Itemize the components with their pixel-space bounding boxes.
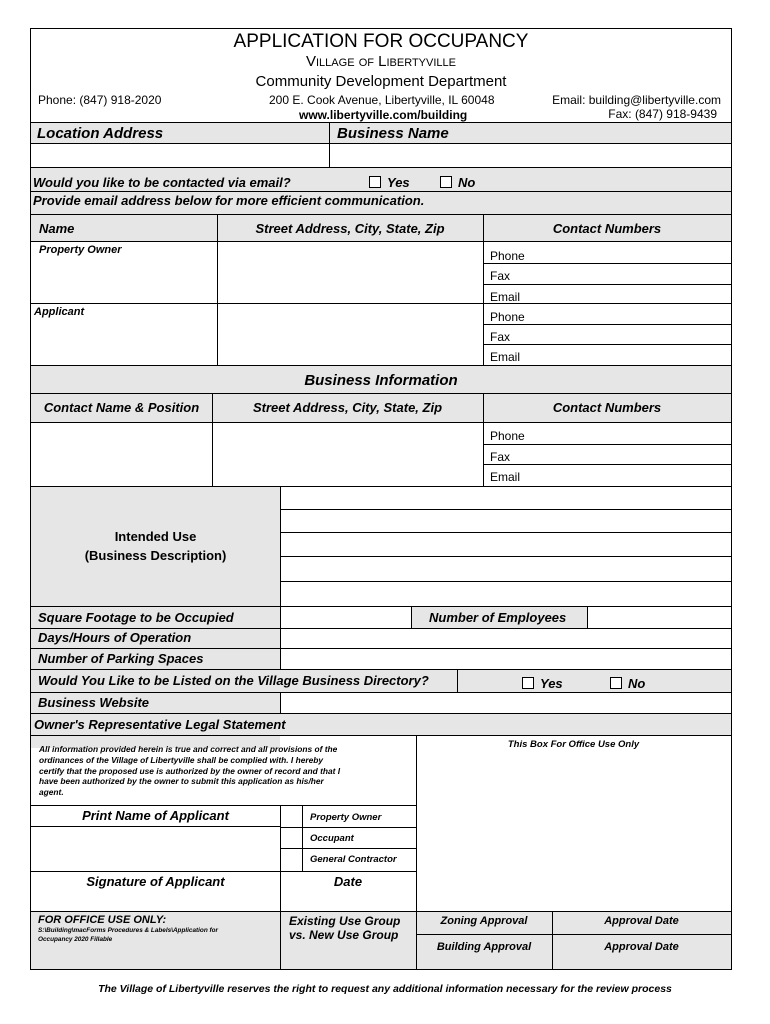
building-approval-label: Building Approval bbox=[436, 941, 532, 953]
print-name-field[interactable] bbox=[32, 827, 279, 870]
email-address: Email: building@libertyville.com bbox=[552, 93, 721, 107]
date-label: Date bbox=[333, 874, 363, 889]
office-use-title: FOR OFFICE USE ONLY: bbox=[38, 914, 167, 926]
business-col-address: Street Address, City, State, Zip bbox=[252, 400, 443, 415]
applicant-email-label: Email bbox=[490, 350, 521, 364]
owner-phone-label: Phone bbox=[490, 249, 525, 263]
zoning-approval-label: Zoning Approval bbox=[440, 915, 528, 927]
email-no-option[interactable] bbox=[440, 176, 475, 189]
phone-number: Phone: (847) 918-2020 bbox=[38, 93, 162, 107]
owners-col-contact: Contact Numbers bbox=[552, 221, 662, 236]
signature-label: Signature of Applicant bbox=[86, 874, 225, 889]
email-contact-question: Would you like to be contacted via email? bbox=[33, 175, 291, 190]
print-name-label: Print Name of Applicant bbox=[82, 808, 229, 823]
department-website[interactable]: www.libertyville.com/building bbox=[299, 108, 468, 122]
role-occupant-label: Occupant bbox=[310, 833, 354, 844]
building-approval-date-label: Approval Date bbox=[604, 941, 679, 953]
use-group-line-1: Existing Use Group bbox=[289, 914, 401, 928]
legal-statement-text bbox=[39, 744, 411, 798]
business-col-contact-name: Contact Name & Position bbox=[43, 400, 200, 415]
employees-label: Number of Employees bbox=[429, 610, 567, 625]
email-no-checkbox[interactable] bbox=[440, 176, 452, 188]
applicant-fax-label: Fax bbox=[490, 330, 511, 344]
village-name: Village of Libertyville bbox=[306, 53, 456, 70]
use-group-line-2: vs. New Use Group bbox=[289, 928, 399, 942]
office-file-path-1: S:\Building\macForms Procedures & Labels\Application for bbox=[38, 927, 219, 934]
legal-line-2: ordinances of the Village of Libertyville shall be complied with. I hereby bbox=[39, 754, 324, 765]
department-address: 200 E. Cook Avenue, Libertyville, IL 60048 bbox=[269, 93, 495, 107]
business-email-label: Email bbox=[490, 470, 521, 484]
applicant-label: Applicant bbox=[34, 306, 85, 318]
role-property-owner-label: Property Owner bbox=[310, 812, 382, 823]
owner-email-label: Email bbox=[490, 290, 521, 304]
legal-line-4: have been authorized by the owner to submit this application as his/her bbox=[39, 776, 324, 787]
business-website-label: Business Website bbox=[38, 695, 150, 710]
business-phone-label: Phone bbox=[490, 429, 525, 443]
location-address-field[interactable] bbox=[32, 144, 328, 166]
directory-yes-label: Yes bbox=[540, 676, 563, 691]
form-title: APPLICATION FOR OCCUPANCY bbox=[233, 31, 529, 52]
square-footage-label: Square Footage to be Occupied bbox=[38, 610, 234, 625]
directory-yes-option[interactable] bbox=[522, 677, 563, 690]
office-use-box-label: This Box For Office Use Only bbox=[507, 739, 640, 750]
business-fax-label: Fax bbox=[490, 450, 511, 464]
business-name-field[interactable] bbox=[331, 144, 730, 166]
intended-use-label: Intended Use bbox=[114, 529, 197, 544]
department-name: Community Development Department bbox=[255, 73, 507, 90]
application-form bbox=[30, 28, 732, 970]
directory-no-label: No bbox=[628, 676, 646, 691]
location-address-label: Location Address bbox=[37, 125, 164, 142]
legal-line-5: agent. bbox=[39, 787, 64, 798]
directory-no-checkbox[interactable] bbox=[610, 677, 622, 689]
business-description-label: (Business Description) bbox=[84, 548, 227, 563]
owner-fax-label: Fax bbox=[490, 269, 511, 283]
footer-note: The Village of Libertyville reserves the right to request any additional information necessary for the review process bbox=[98, 983, 672, 995]
applicant-phone-label: Phone bbox=[490, 310, 525, 324]
business-name-label: Business Name bbox=[337, 125, 449, 142]
legal-statement-title: Owner's Representative Legal Statement bbox=[34, 717, 286, 732]
fax-number: Fax: (847) 918-9439 bbox=[608, 107, 717, 121]
legal-line-1: All information provided herein is true and correct and all provisions of the bbox=[39, 744, 338, 754]
legal-line-3: certify that the proposed use is authorized by the owner of record and that I bbox=[39, 765, 341, 776]
business-info-title: Business Information bbox=[304, 372, 458, 389]
directory-question: Would You Like to be Listed on the Village Business Directory? bbox=[38, 673, 429, 688]
owners-col-address: Street Address, City, State, Zip bbox=[255, 221, 445, 236]
business-col-contact: Contact Numbers bbox=[552, 400, 662, 415]
directory-no-option[interactable] bbox=[610, 677, 645, 690]
intended-use-field[interactable] bbox=[282, 488, 730, 605]
zoning-approval-date-label: Approval Date bbox=[604, 915, 679, 927]
directory-yes-checkbox[interactable] bbox=[522, 677, 534, 689]
email-yes-label: Yes bbox=[387, 175, 410, 190]
owners-col-name: Name bbox=[39, 221, 75, 236]
property-owner-label: Property Owner bbox=[39, 244, 122, 256]
email-no-label: No bbox=[458, 175, 476, 190]
parking-label: Number of Parking Spaces bbox=[38, 651, 204, 666]
office-file-path-2: Occupancy 2020 Fillable bbox=[38, 936, 113, 943]
email-yes-option[interactable] bbox=[369, 176, 410, 189]
email-provide-note: Provide email address below for more efficient communication. bbox=[33, 193, 425, 208]
days-hours-label: Days/Hours of Operation bbox=[38, 630, 192, 645]
role-general-contractor-label: General Contractor bbox=[310, 854, 397, 865]
email-yes-checkbox[interactable] bbox=[369, 176, 381, 188]
